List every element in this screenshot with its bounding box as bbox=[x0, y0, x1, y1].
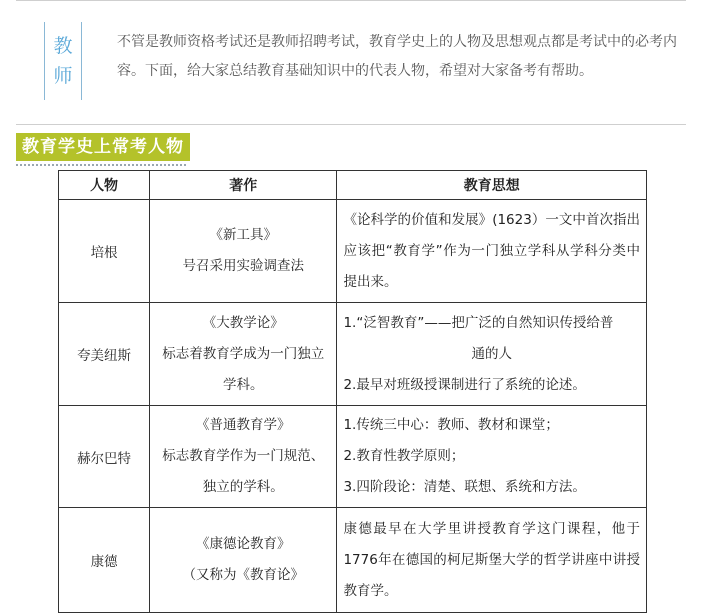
table-row bbox=[59, 508, 647, 613]
people-table bbox=[58, 170, 647, 613]
thought-cell bbox=[337, 508, 647, 613]
thought-cell bbox=[337, 406, 647, 508]
thought-text: 《论科学的价值和发展》(1623）一文中首次指出应该把“教育学”作为一门独立学科从学科分类中提出来。 bbox=[343, 211, 640, 290]
badge-char-2: 师 bbox=[53, 65, 73, 87]
works-cell bbox=[150, 200, 337, 303]
thought-line: 1.传统三中心：教师、教材和课堂； bbox=[343, 417, 559, 433]
works-line: 号召采用实验调查法 bbox=[182, 258, 305, 274]
works-line: 《大教学论》 bbox=[202, 314, 284, 331]
works-line: 标志教育学作为一门规范、 bbox=[162, 448, 325, 464]
works-line: 《新工具》 bbox=[209, 227, 278, 243]
person-name: 康德 bbox=[59, 508, 150, 613]
header-works: 著作 bbox=[150, 171, 337, 200]
top-divider bbox=[16, 0, 686, 1]
thought-line: 2.最早对班级授课制进行了系统的论述。 bbox=[343, 376, 586, 393]
thought-line: 1.“泛智教育”——把广泛的自然知识传授给普 bbox=[343, 314, 614, 331]
table-row bbox=[59, 406, 647, 508]
section-title: 教育学史上常考人物 bbox=[16, 133, 190, 161]
thought-text: 康德最早在大学里讲授教育学这门课程，他于1776年在德国的柯尼斯堡大学的哲学讲座中讲授教育学。 bbox=[343, 520, 640, 599]
table-header-row bbox=[59, 171, 647, 200]
thought-cell bbox=[337, 200, 647, 303]
works-line: 学科。 bbox=[223, 376, 264, 393]
works-cell bbox=[150, 508, 337, 613]
works-line: （又称为《教育论》 bbox=[182, 567, 305, 583]
thought-line: 2.教育性教学原则； bbox=[343, 448, 465, 464]
works-line: 《康德论教育》 bbox=[196, 536, 291, 552]
works-cell bbox=[150, 406, 337, 508]
person-name: 培根 bbox=[59, 200, 150, 303]
title-dotted-underline bbox=[16, 164, 186, 166]
intro-paragraph: 不管是教师资格考试还是教师招聘考试，教育学史上的人物及思想观点都是考试中的必考内容。下面，给大家总结教育基础知识中的代表人物，希望对大家备考有帮助。 bbox=[117, 34, 677, 79]
works-line: 标志着教育学成为一门独立 bbox=[162, 345, 325, 362]
table-row bbox=[59, 200, 647, 303]
thought-line: 通的人 bbox=[471, 345, 512, 362]
section-divider bbox=[16, 124, 686, 125]
thought-line: 3.四阶段论：清楚、联想、系统和方法。 bbox=[343, 479, 586, 495]
works-line: 独立的学科。 bbox=[202, 479, 284, 495]
works-line: 《普通教育学》 bbox=[196, 417, 291, 433]
works-cell bbox=[150, 303, 337, 406]
header-person: 人物 bbox=[59, 171, 150, 200]
person-name: 赫尔巴特 bbox=[59, 406, 150, 508]
badge-char-1: 教 bbox=[53, 35, 73, 57]
header-thought: 教育思想 bbox=[337, 171, 647, 200]
table-row bbox=[59, 303, 647, 406]
teacher-badge bbox=[44, 22, 82, 100]
person-name: 夸美纽斯 bbox=[59, 303, 150, 406]
thought-cell bbox=[337, 303, 647, 406]
